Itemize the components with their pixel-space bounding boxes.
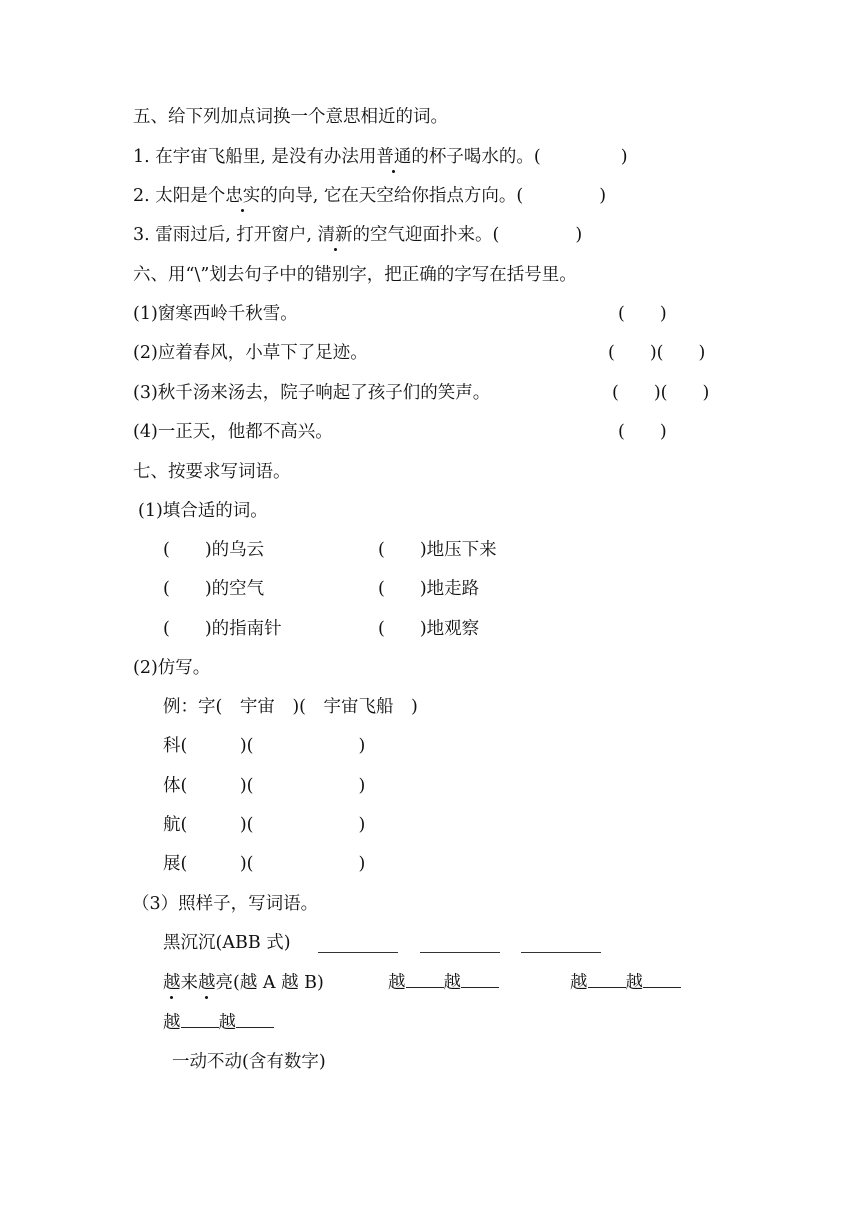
- yue-dot-1: 越: [163, 973, 181, 993]
- yue-mid: 来: [180, 973, 198, 993]
- yue-word: 越: [163, 1013, 181, 1033]
- imitate-example: 例：字( 宇宙 )( 宇宙飞船 ): [163, 697, 418, 717]
- imitate-row-1[interactable]: 科( )( ): [163, 736, 366, 756]
- q1-text-a: 1. 在宇宙飞船里, 是没有办法用: [133, 147, 377, 167]
- imitate-row-3[interactable]: 航( )( ): [163, 815, 366, 835]
- q3-text-a: 3. 雷雨过后, 打开窗户,: [133, 225, 318, 245]
- question-5-3: [133, 224, 582, 246]
- yue-blank-group-1: [388, 972, 499, 994]
- yue-blank-group-3: [163, 1012, 274, 1034]
- section-5-title: 五、给下列加点词换一个意思相近的词。: [133, 107, 448, 127]
- s6-item-1: (1)窗寒西岭千秋雪。: [133, 304, 298, 324]
- yue-blank[interactable]: [643, 973, 681, 988]
- q2-text-b: 的向导, 它在天空给你指点方向。(: [260, 186, 524, 206]
- section-7-title: 七、按要求写词语。: [133, 462, 291, 482]
- number-idiom-label: 一动不动(含有数字): [172, 1052, 326, 1072]
- s6-item-1-answer[interactable]: ( ): [618, 304, 667, 324]
- s6-item-2-answer[interactable]: ( )( ): [608, 343, 706, 363]
- q2-text-a: 2. 太阳是个: [133, 186, 226, 206]
- fill-left-1[interactable]: ( )的乌云: [163, 540, 265, 560]
- yue-word: 越: [388, 973, 406, 993]
- yue-word: 越: [443, 973, 461, 993]
- yue-blank[interactable]: [588, 973, 626, 988]
- q2-dotted-word: 忠实: [225, 186, 261, 206]
- q1-text-c: ): [620, 147, 628, 167]
- q1-dotted-word: 普通: [376, 147, 412, 167]
- yue-word: 越: [570, 973, 588, 993]
- q2-text-c: ): [599, 186, 607, 206]
- s6-item-4-answer[interactable]: ( ): [618, 422, 667, 442]
- imitate-row-4[interactable]: 展( )( ): [163, 854, 366, 874]
- imitate-row-2[interactable]: 体( )( ): [163, 776, 366, 796]
- q3-text-c: ): [575, 225, 583, 245]
- s6-item-3-answer[interactable]: ( )( ): [612, 383, 710, 403]
- fill-right-2[interactable]: ( )地走路: [378, 579, 480, 599]
- yue-dot-2: 越: [198, 973, 216, 993]
- q3-text-b: 的空气迎面扑来。(: [352, 225, 500, 245]
- q3-dotted-word: 清新: [317, 225, 353, 245]
- question-5-2: [133, 185, 606, 207]
- yue-word: 越: [625, 973, 643, 993]
- s6-item-3: (3)秋千汤来汤去，院子响起了孩子们的笑声。: [133, 383, 491, 403]
- s7-part-2-title: (2)仿写。: [133, 658, 211, 678]
- s6-item-4: (4)一正天，他都不高兴。: [133, 422, 333, 442]
- yue-blank-group-2: [570, 972, 681, 994]
- yue-blank[interactable]: [461, 973, 499, 988]
- abb-blank-3[interactable]: [521, 952, 601, 953]
- fill-right-1[interactable]: ( )地压下来: [378, 540, 497, 560]
- yue-example: [163, 972, 324, 994]
- abb-blank-2[interactable]: [420, 952, 500, 953]
- section-6-title: 六、用“\”划去句子中的错别字，把正确的字写在括号里。: [133, 265, 577, 285]
- yue-blank[interactable]: [406, 973, 444, 988]
- q1-text-b: 的杯子喝水的。(: [411, 147, 541, 167]
- abb-label: 黑沉沉(ABB 式): [163, 933, 291, 953]
- fill-right-3[interactable]: ( )地观察: [378, 619, 480, 639]
- fill-left-3[interactable]: ( )的指南针: [163, 619, 282, 639]
- question-5-1: [133, 146, 628, 168]
- yue-tail: 亮(越 A 越 B): [215, 973, 324, 993]
- s7-part-1-title: (1)填合适的词。: [138, 501, 268, 521]
- s6-item-2: (2)应着春风，小草下了足迹。: [133, 343, 368, 363]
- yue-word: 越: [218, 1013, 236, 1033]
- s7-part-3-title: （3）照样子，写词语。: [132, 894, 319, 914]
- abb-blank-1[interactable]: [318, 952, 398, 953]
- yue-blank[interactable]: [181, 1013, 219, 1028]
- yue-blank[interactable]: [236, 1013, 274, 1028]
- fill-left-2[interactable]: ( )的空气: [163, 579, 265, 599]
